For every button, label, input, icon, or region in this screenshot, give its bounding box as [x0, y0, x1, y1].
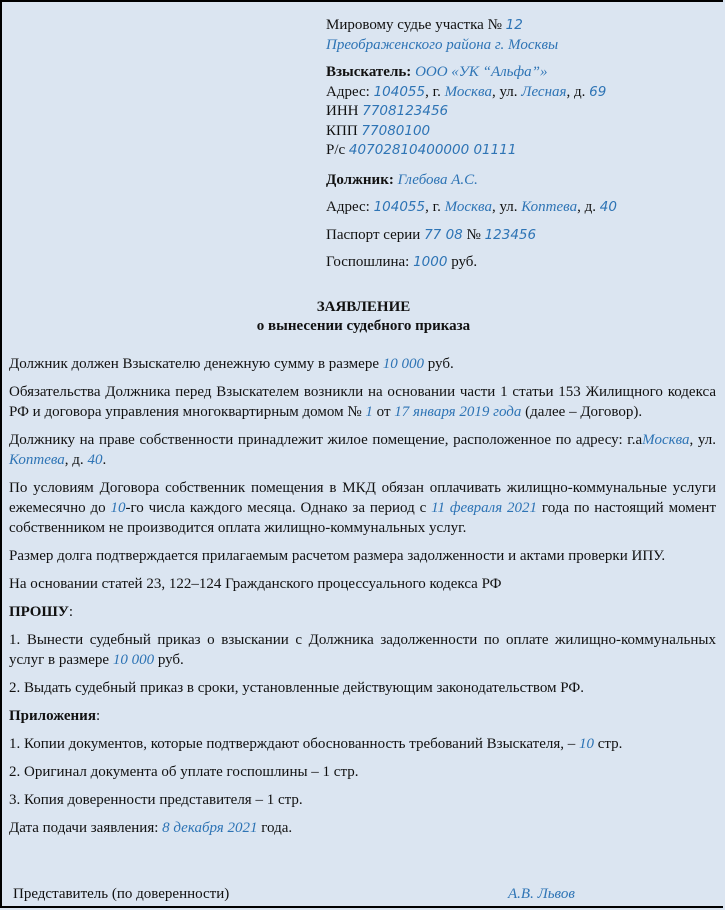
signature-name: А.В. Львов	[508, 886, 575, 902]
attachment-item-3: 3. Копия доверенности представителя – 1 стр.	[9, 792, 303, 808]
paragraph-debt: Должник должен Взыскателю денежную сумму в размере 10 000 руб.	[9, 356, 454, 372]
claimant-address: Адрес: 104055, г. Москва, ул. Лесная, д. 69	[326, 83, 607, 100]
paragraph-obligations: Обязательства Должника перед Взыскателем возникли на основании части 1 статьи 153 Жилищного кодекса РФ и договора управления многоквартирным домом № 1 от 17 января 2019 года (далее – Договор).	[9, 384, 716, 420]
request-item-1: 1. Вынести судебный приказ о взыскании с Должника задолженности по оплате жилищно-коммунальных услуг в размере 10 000 руб.	[9, 632, 716, 668]
kpp-line: КПП 77080100	[326, 122, 431, 139]
account-line: Р/с 40702810400000 01111	[326, 142, 517, 158]
paragraph-legal-basis: На основании статей 23, 122–124 Гражданского процессуального кодекса РФ	[9, 576, 502, 592]
court-district: Преображенского района г. Москвы	[326, 36, 559, 53]
court-line: Мировому судье участка № 12	[326, 17, 523, 33]
attachment-item-1: 1. Копии документов, которые подтверждают обоснованность требований Взыскателя, – 10 стр.	[9, 736, 623, 752]
filing-date: Дата подачи заявления: 8 декабря 2021 года.	[9, 820, 293, 836]
paragraph-conditions: По условиям Договора собственник помещения в МКД обязан оплачивать жилищно-коммунальные услуги ежемесячно до 10-го числа каждого месяца. Однако за период с 11 февраля 2021 года по настоящий момент собственником не производится оплата жилищно-коммунальных услуг.	[9, 480, 717, 536]
passport-line: Паспорт серии 77 08 № 123456	[326, 226, 537, 243]
document-subtitle: о вынесении судебного приказа	[256, 318, 471, 334]
debtor-line: Должник: Глебова А.С.	[326, 171, 478, 188]
request-item-2: 2. Выдать судебный приказ в сроки, установленные действующим законодательством РФ.	[9, 680, 584, 696]
document-title: ЗАЯВЛЕНИЕ	[316, 299, 411, 315]
claimant-line: Взыскатель: ООО «УК “Альфа”»	[326, 64, 548, 80]
fee-line: Госпошлина: 1000 руб.	[326, 254, 478, 270]
paragraph-property: Должнику на праве собственности принадлежит жилое помещение, расположенное по адресу: г.аМосква, ул. Коптева, д. 40.	[9, 432, 716, 468]
attachments-heading: Приложения:	[9, 708, 101, 724]
document-body	[9, 354, 716, 846]
inn-line: ИНН 7708123456	[326, 103, 449, 119]
request-heading: ПРОШУ:	[9, 604, 74, 620]
paragraph-evidence: Размер долга подтверждается прилагаемым расчетом размера задолженности и актами проверки ИПУ.	[9, 548, 666, 564]
addressee-block	[326, 16, 716, 273]
debtor-address: Адрес: 104055, г. Москва, ул. Коптева, д. 40	[326, 199, 617, 215]
attachment-item-2: 2. Оригинал документа об уплате госпошлины – 1 стр.	[9, 764, 359, 780]
signature-role: Представитель (по доверенности)	[13, 886, 230, 902]
